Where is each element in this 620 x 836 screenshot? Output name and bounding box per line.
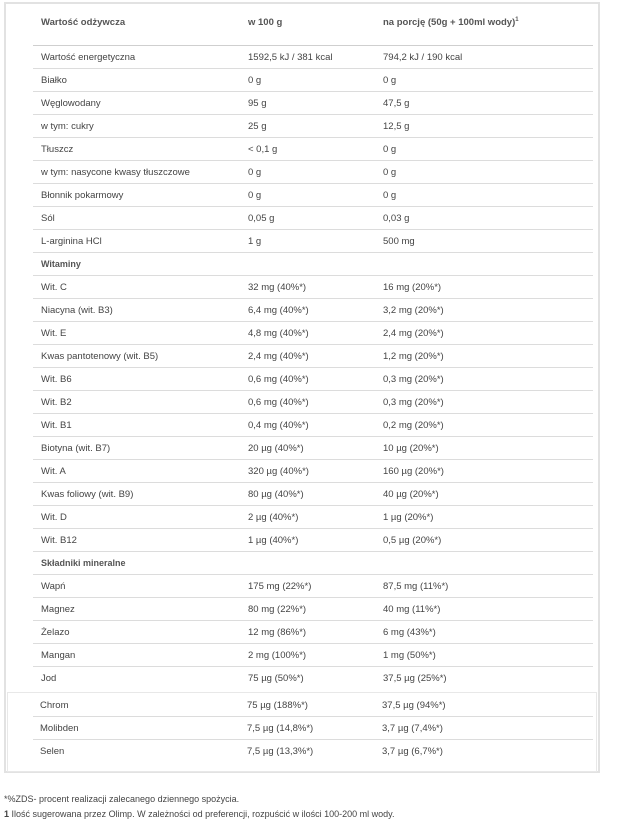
value-per-portion: 37,5 µg (25%*) bbox=[383, 673, 447, 684]
value-per-portion: 40 µg (20%*) bbox=[383, 489, 439, 500]
nutrient-name: Tłuszcz bbox=[41, 144, 74, 155]
value-per-100g: 75 µg (188%*) bbox=[247, 700, 308, 711]
value-per-portion: 2,4 mg (20%*) bbox=[383, 328, 444, 339]
value-per-100g: 4,8 mg (40%*) bbox=[248, 328, 309, 339]
section-row bbox=[33, 552, 593, 575]
value-per-portion: 6 mg (43%*) bbox=[383, 627, 436, 638]
value-per-100g: 12 mg (86%*) bbox=[248, 627, 307, 638]
header-per-portion: na porcję (50g + 100ml wody)$^1$ bbox=[383, 16, 519, 28]
value-per-portion: 0 g bbox=[383, 167, 397, 178]
table-row bbox=[33, 529, 593, 552]
table-row bbox=[33, 230, 593, 253]
value-per-100g: 95 g bbox=[248, 98, 267, 109]
value-per-portion: 12,5 g bbox=[383, 121, 410, 132]
table-row bbox=[33, 460, 593, 483]
table-row bbox=[33, 276, 593, 299]
nutrient-name: Kwas pantotenowy (wit. B5) bbox=[41, 351, 159, 362]
table-row bbox=[33, 207, 593, 230]
value-per-portion: 0,2 mg (20%*) bbox=[383, 420, 444, 431]
value-per-portion: 0,3 mg (20%*) bbox=[383, 397, 444, 408]
nutrient-name: Żelazo bbox=[41, 627, 70, 638]
table-row bbox=[33, 345, 593, 368]
table-row bbox=[33, 115, 593, 138]
table-row bbox=[33, 138, 593, 161]
nutrient-name: Węglowodany bbox=[41, 98, 101, 109]
value-per-100g: 20 µg (40%*) bbox=[248, 443, 304, 454]
value-per-portion: 794,2 kJ / 190 kcal bbox=[383, 52, 463, 63]
value-per-portion: 500 mg bbox=[383, 236, 415, 247]
value-per-portion: 3,2 mg (20%*) bbox=[383, 305, 444, 316]
nutrient-name: L-arginina HCl bbox=[41, 236, 102, 247]
value-per-100g: 1 g bbox=[248, 236, 262, 247]
value-per-100g: 80 mg (22%*) bbox=[248, 604, 307, 615]
footnote-1-text: Ilość sugerowana przez Olimp. W zależności od preferencji, rozpuścić w ilości 100-200 ml wody. bbox=[9, 809, 395, 819]
nutrient-name: Selen bbox=[40, 746, 65, 757]
value-per-portion: 160 µg (20%*) bbox=[383, 466, 444, 477]
table-row bbox=[33, 391, 593, 414]
value-per-100g: 0 g bbox=[248, 190, 262, 201]
nutrient-name: Wartość energetyczna bbox=[41, 52, 136, 63]
value-per-100g: 0,4 mg (40%*) bbox=[248, 420, 309, 431]
nutrient-name: Jod bbox=[41, 673, 57, 684]
section-title: Witaminy bbox=[41, 259, 81, 269]
section-row bbox=[33, 253, 593, 276]
nutrient-name: Wit. A bbox=[41, 466, 66, 477]
table-row bbox=[33, 368, 593, 391]
value-per-portion: 0,5 µg (20%*) bbox=[383, 535, 442, 546]
value-per-100g: 0 g bbox=[248, 167, 262, 178]
nutrient-name: Chrom bbox=[40, 700, 69, 711]
nutrient-name: Wit. B12 bbox=[41, 535, 77, 546]
nutrient-name: Mangan bbox=[41, 650, 76, 661]
value-per-portion: 1 µg (20%*) bbox=[383, 512, 434, 523]
value-per-100g: 2,4 mg (40%*) bbox=[248, 351, 309, 362]
value-per-portion: 0 g bbox=[383, 190, 397, 201]
footnote-rws: *%ZDS- procent realizacji zalecanego dziennego spożycia. bbox=[4, 794, 240, 804]
table-row bbox=[33, 667, 593, 690]
value-per-portion: 3,7 µg (6,7%*) bbox=[382, 746, 443, 757]
nutrient-name: Magnez bbox=[41, 604, 75, 615]
nutrition-table bbox=[33, 0, 593, 690]
value-per-100g: 0 g bbox=[248, 75, 262, 86]
nutrient-name: Kwas foliowy (wit. B9) bbox=[41, 489, 134, 500]
table-row bbox=[33, 575, 593, 598]
table-header-row bbox=[33, 0, 593, 46]
nutrient-name: Wit. B2 bbox=[41, 397, 72, 408]
value-per-portion: 1,2 mg (20%*) bbox=[383, 351, 444, 362]
table-row bbox=[33, 621, 593, 644]
value-per-portion: 47,5 g bbox=[383, 98, 410, 109]
value-per-100g: 7,5 µg (14,8%*) bbox=[247, 723, 314, 734]
nutrient-name: Wit. B1 bbox=[41, 420, 72, 431]
nutrient-name: Wit. B6 bbox=[41, 374, 72, 385]
footnotes bbox=[4, 792, 395, 822]
value-per-100g: 75 µg (50%*) bbox=[248, 673, 304, 684]
value-per-portion: 37,5 µg (94%*) bbox=[382, 700, 446, 711]
value-per-100g: 1 µg (40%*) bbox=[248, 535, 299, 546]
value-per-portion: 16 mg (20%*) bbox=[383, 282, 442, 293]
value-per-100g: 0,05 g bbox=[248, 213, 275, 224]
value-per-100g: < 0,1 g bbox=[248, 144, 278, 155]
table-row bbox=[33, 483, 593, 506]
header-nutrient: Wartość odżywcza bbox=[41, 17, 126, 28]
nutrient-name: Niacyna (wit. B3) bbox=[41, 305, 113, 316]
value-per-100g: 0,6 mg (40%*) bbox=[248, 397, 309, 408]
table-row bbox=[33, 184, 593, 207]
value-per-100g: 25 g bbox=[248, 121, 267, 132]
nutrient-name: Molibden bbox=[40, 723, 79, 734]
nutrient-name: Wit. E bbox=[41, 328, 67, 339]
nutrition-table-extra bbox=[33, 694, 593, 763]
nutrient-name: Białko bbox=[41, 75, 67, 86]
nutrient-name: Wapń bbox=[41, 581, 66, 592]
value-per-portion: 40 mg (11%*) bbox=[383, 604, 441, 615]
nutrient-name: Wit. C bbox=[41, 282, 67, 293]
nutrient-name: Błonnik pokarmowy bbox=[41, 190, 124, 201]
table-row bbox=[33, 437, 593, 460]
table-row bbox=[33, 161, 593, 184]
footnote-mark: 1 bbox=[515, 16, 519, 23]
value-per-100g: 175 mg (22%*) bbox=[248, 581, 312, 592]
value-per-100g: 0,6 mg (40%*) bbox=[248, 374, 309, 385]
value-per-100g: 320 µg (40%*) bbox=[248, 466, 309, 477]
section-title: Składniki mineralne bbox=[41, 558, 126, 568]
value-per-portion: 0 g bbox=[383, 75, 397, 86]
value-per-portion: 3,7 µg (7,4%*) bbox=[382, 723, 443, 734]
value-per-100g: 1592,5 kJ / 381 kcal bbox=[248, 52, 333, 63]
table-row bbox=[33, 644, 593, 667]
value-per-portion: 0 g bbox=[383, 144, 397, 155]
table-row bbox=[33, 598, 593, 621]
value-per-100g: 32 mg (40%*) bbox=[248, 282, 307, 293]
table-row bbox=[33, 69, 593, 92]
value-per-portion: 0,03 g bbox=[383, 213, 410, 224]
table-row bbox=[33, 506, 593, 529]
table-row bbox=[33, 414, 593, 437]
value-per-portion: 87,5 mg (11%*) bbox=[383, 581, 449, 592]
value-per-100g: 7,5 µg (13,3%*) bbox=[247, 746, 314, 757]
nutrient-name: w tym: cukry bbox=[41, 121, 94, 132]
footnote-1 bbox=[4, 807, 395, 822]
table-row bbox=[33, 92, 593, 115]
nutrient-name: Wit. D bbox=[41, 512, 67, 523]
table-row bbox=[33, 322, 593, 345]
table-row bbox=[33, 740, 593, 763]
nutrient-name: Sól bbox=[41, 213, 55, 224]
value-per-100g: 6,4 mg (40%*) bbox=[248, 305, 309, 316]
table-row bbox=[33, 694, 593, 717]
value-per-100g: 2 µg (40%*) bbox=[248, 512, 299, 523]
value-per-100g: 2 mg (100%*) bbox=[248, 650, 307, 661]
table-row bbox=[33, 299, 593, 322]
nutrient-name: Biotyna (wit. B7) bbox=[41, 443, 111, 454]
value-per-portion: 10 µg (20%*) bbox=[383, 443, 439, 454]
footnote-1-mark: 1 bbox=[4, 809, 10, 819]
value-per-100g: 80 µg (40%*) bbox=[248, 489, 304, 500]
table-row bbox=[33, 46, 593, 69]
nutrient-name: w tym: nasycone kwasy tłuszczowe bbox=[41, 167, 190, 178]
table-row bbox=[33, 717, 593, 740]
value-per-portion: 1 mg (50%*) bbox=[383, 650, 436, 661]
header-per-100g: w 100 g bbox=[248, 17, 283, 28]
value-per-portion: 0,3 mg (20%*) bbox=[383, 374, 444, 385]
